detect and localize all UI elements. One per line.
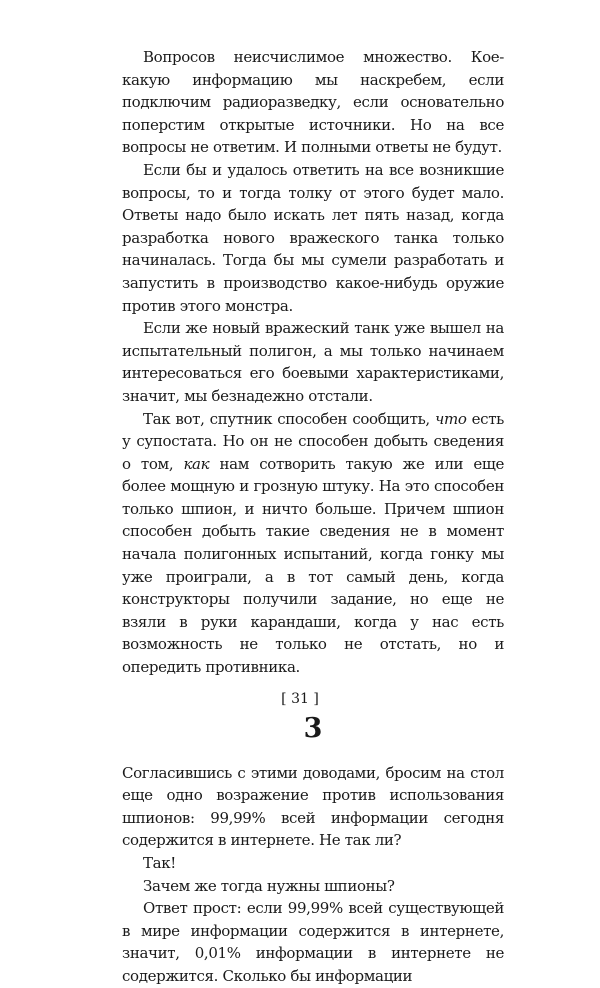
paragraphs-before-chapter xyxy=(122,46,504,679)
page-number: [ 31 ] xyxy=(281,691,319,707)
paragraphs-after-chapter xyxy=(122,762,504,988)
text-column xyxy=(122,46,504,988)
paragraph: Ответ прост: если 99,99% всей существующей в мире информации содержится в интернете, значит, 0,01% информации в интернете не содержится. Сколько бы информации xyxy=(122,899,504,985)
emphasis: как xyxy=(183,454,210,473)
paragraph: Зачем же тогда нужны шпионы? xyxy=(143,876,395,895)
paragraph: Вопросов неисчислимое множество. Кое-какую информацию мы наскребем, если подключим радиоразведку, если основательно поперстим открытые источники. Но на все вопросы не ответим. И полными ответы не будут. xyxy=(122,48,504,157)
paragraph: Согласившись с этими доводами, бросим на стол еще одно возражение против использования шпионов: 99,99% всей информации сегодня содержится в интернете. Не так ли? xyxy=(122,763,504,850)
emphasis: что xyxy=(434,409,467,428)
paragraph: Если бы и удалось ответить на все возникшие вопросы, то и тогда толку от этого будет мало. Ответы надо было искать лет пять назад, когда разработка нового вражеского танка только начиналась. Тогда бы мы сумели разработать и запустить в производство какое-нибудь оружие против этого монстра. xyxy=(122,160,504,315)
chapter-number: 3 xyxy=(303,712,323,744)
paragraph: Если же новый вражеский танк уже вышел на испытательный полигон, а мы только начинаем интересоваться его боевыми характеристиками, значит, мы безнадежно отстали. xyxy=(122,319,504,405)
paragraph: Так вот, спутник способен сообщить, что есть у супостата. Но он не способен добыть сведения о том, как нам сотворить такую же или еще более мощную и грозную штуку. На это способен только шпион, и ничто больше. Причем шпион способен добыть такие сведения не в момент начала полигонных испытаний, когда гонку мы уже проиграли, а в тот самый день, когда конструкторы получили задание, но еще не взяли в руки карандаши, когда у нас есть возможность не только не отстать, но и опередить противника. xyxy=(122,409,505,677)
paragraph: Так! xyxy=(143,854,176,872)
